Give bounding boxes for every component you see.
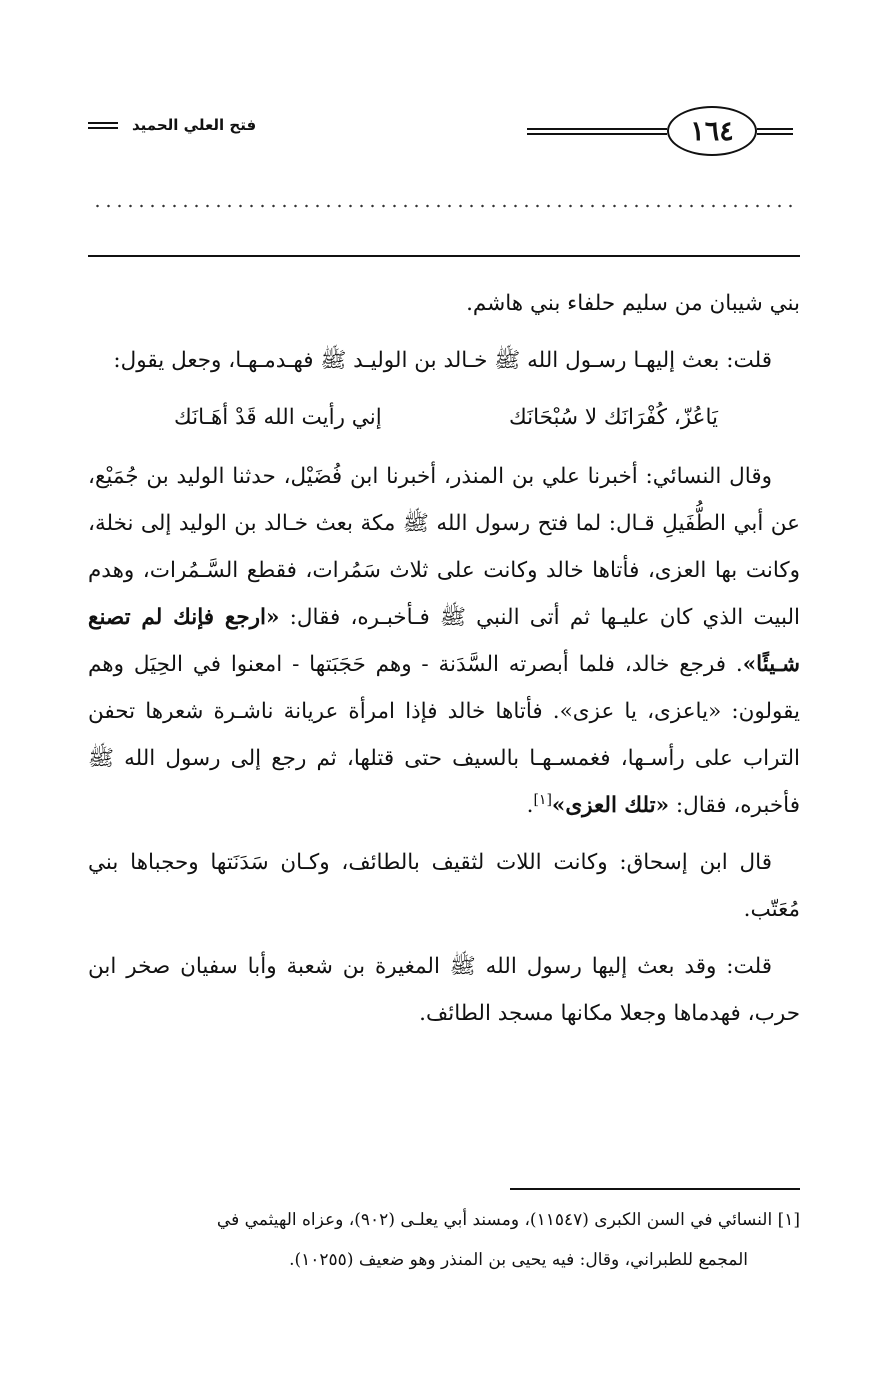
running-title — [80, 116, 256, 134]
page-header — [80, 108, 793, 156]
hadith-text: وقال النسائي: أخبرنا علي بن المنذر، أخبرنا ابن فُضَيْل، حدثنا الوليد بن جُمَيْع، عن أبي الطُّفَيلِ قـال: لما فتح رسول الله ﷺ مكة بعث خـالد بن الوليد إلى نخلة، وكانت بها العزى، فأتاها خالد وكانت على ثلاث سَمُرات، فقطع السَّـمُرات، وهدم البيت الذي كان عليـها ثم أتى النبي ﷺ فـأخبـره، فقال: — [88, 464, 800, 630]
header-rule — [757, 128, 793, 135]
footnote-reference[interactable]: [١] — [533, 791, 552, 808]
paragraph-hadith — [88, 453, 800, 829]
header-rule — [88, 122, 118, 129]
main-text — [88, 280, 800, 1047]
verse-first-hemistich: يَاعُزّ، كُفْرَانَك لا سُبْحَانَك — [508, 405, 718, 430]
footnote — [88, 1200, 800, 1280]
footnote-rule — [510, 1188, 800, 1190]
paragraph: قال ابن إسحاق: وكانت اللات لثقيف بالطائف، وكـان سَدَنَتها وحجباها بني مُعَتّب. — [88, 850, 800, 922]
paragraph: قلت: بعث إليهـا رسـول الله ﷺ خـالد بن الوليـد ﷺ فهـدمـهـا، وجعل يقول: — [113, 348, 772, 373]
prophet-quote: «ارجع فإنك لم تصنع شـيئًا» — [88, 605, 800, 677]
verse-second-hemistich: إني رأيت الله قَدْ أهَـانَك — [174, 405, 382, 430]
footnote-line: [١] النسائي في السن الكبرى (١١٥٤٧)، ومسند أبي يعلـى (٩٠٢)، وعزاه الهيثمي في — [216, 1210, 800, 1230]
hadith-text: . فرجع خالد، فلما أبصرته السَّدَنة - وهم حَجَبَتها - امعنوا في الحِيَل وهم يقولون: «ياعزى، يا عزى». فأتاها خالد فإذا امرأة عريانة ناشـرة شعرها تحفن التراب على رأسـها، فغمسـهـا بالسيف حتى قتلها، ثم رجع إلى رسول الله ﷺ فأخبره، فقال: — [88, 652, 800, 818]
paragraph: قلت: وقد بعث إليها رسول الله ﷺ المغيرة بن شعبة وأبا سفيان صخر ابن حرب، فهدماها وجعلا مكانها مسجد الطائف. — [88, 954, 800, 1026]
prophet-quote: «تلك العزى» — [551, 793, 670, 818]
page-number-ornament — [527, 106, 793, 156]
poetry-verse — [88, 394, 800, 441]
paragraph-continuation: بني شيبان من سليم حلفاء بني هاشم. — [466, 291, 800, 316]
header-rule — [527, 128, 667, 135]
sentence-end: . — [526, 793, 534, 818]
page-number: ١٦٤ — [667, 106, 757, 156]
horizontal-rule — [88, 255, 800, 257]
book-title: فتح العلي الحميد — [132, 116, 257, 134]
footnote-line: المجمع للطبراني، وقال: فيه يحيى بن المنذر وهو ضعيف (١٠٢٥٥). — [289, 1250, 748, 1270]
dotted-separator — [92, 200, 792, 212]
